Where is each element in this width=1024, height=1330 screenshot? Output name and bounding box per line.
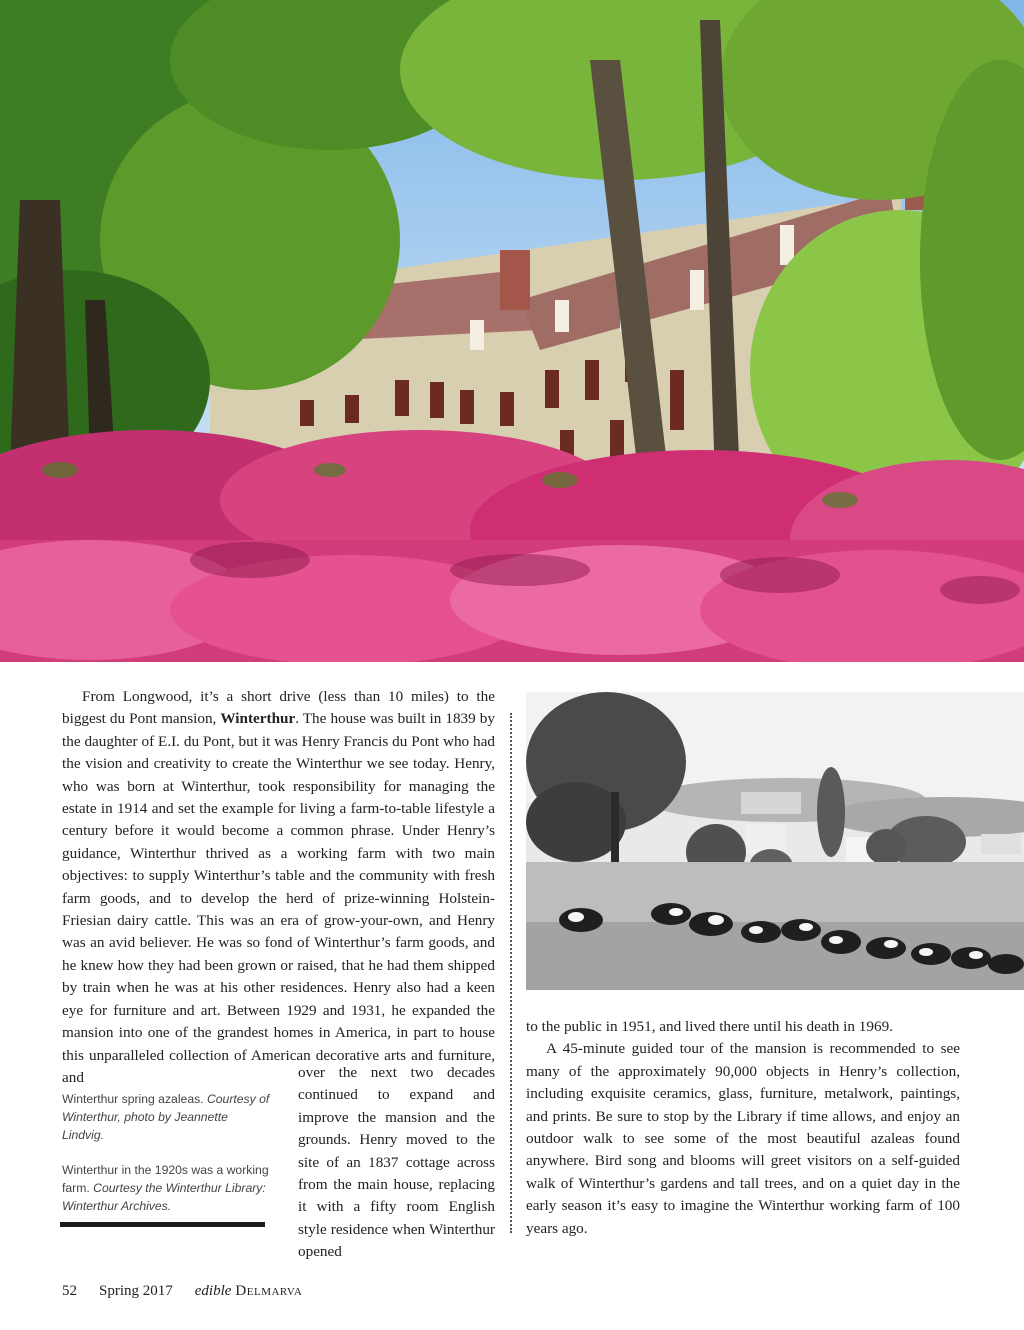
page-number: 52 — [62, 1283, 77, 1299]
article-paragraph-1-end: to the public in 1951, and lived there until his death in 1969. — [526, 1018, 893, 1035]
caption-azaleas-text: Winterthur spring azaleas. — [62, 1092, 204, 1106]
article-paragraph-1-lead: From Longwood, it’s a short drive (less than 10 miles) to the biggest du Pont mansion, — [62, 688, 495, 728]
page-footer — [62, 1283, 324, 1300]
winterthur-farm-1920s-photo — [526, 692, 1024, 990]
winterthur-name: Winterthur — [220, 710, 296, 728]
caption-farm-text: Winterthur in the 1920s was a working farm. — [62, 1163, 269, 1195]
article-paragraph-1-body: . The house was built in 1839 by the daughter of E.I. du Pont, but it was Henry Francis du Pont who had the vision and creativity to create the Winterthur we see today. Henry, who was born at Winterthur, took responsibility for managing the estate in 1914 and set the example for living a farm-to-table lifestyle a century before it would become a common phrase. Under Henry’s guidance, Winterthur thrived as a working farm with two main objectives: to supply Winterthur’s table and the community with fresh farm goods, and to develop the herd of prize-winning Holstein-Friesian dairy cattle. This was an era of grow-your-own, and Henry was an avid believer. He was so fond of Winterthur’s farm goods, and he knew how they had been grown or raised, that he had them shipped by train when he was at his other residences. Henry also had a keen eye for furniture and art. Between 1929 and 1931, he expanded the mansion into one of the grandest homes in America, in part to house this unparalleled collection of American decorative arts and furniture, and — [62, 710, 495, 1086]
brand-name: Delmarva — [235, 1283, 303, 1299]
column-divider — [510, 713, 512, 1233]
brand-prefix: edible — [194, 1283, 232, 1299]
caption-farm — [62, 1161, 272, 1215]
winterthur-azaleas-photo — [0, 0, 1024, 662]
caption-azaleas-credit: Courtesy of Winterthur, photo by Jeannette Lindvig. — [62, 1092, 270, 1142]
article-column-2 — [526, 1016, 960, 1240]
article-paragraph-1 — [62, 686, 495, 1089]
caption-azaleas — [62, 1090, 272, 1144]
photo-captions — [62, 1090, 272, 1232]
caption-farm-credit: Courtesy the Winterthur Library: Winterthur Archives. — [62, 1181, 266, 1213]
article-paragraph-1-continued: over the next two decades continued to expand and improve the mansion and the grounds. Henry moved to the site of an 1837 cottage across from the main house, replacing it with a fifty room English style residence when Winterthur opened — [298, 1064, 495, 1261]
caption-rule — [60, 1222, 265, 1227]
article-paragraph-2: A 45-minute guided tour of the mansion is recommended to see many of the approximately 90,000 objects in Henry’s collection, including exquisite ceramics, glass, furniture, metalwork, paintings, and prints. Be sure to stop by the Library if time allows, and enjoy an outdoor walk to see some of the most beautiful azaleas found anywhere. Bird song and blooms will greet visitors on a self-guided walk of Winterthur’s gardens and tall trees, and on a quiet day in the early season it’s easy to imagine the Winterthur working farm of 100 years ago. — [526, 1040, 960, 1237]
issue-label: Spring 2017 — [99, 1283, 173, 1299]
